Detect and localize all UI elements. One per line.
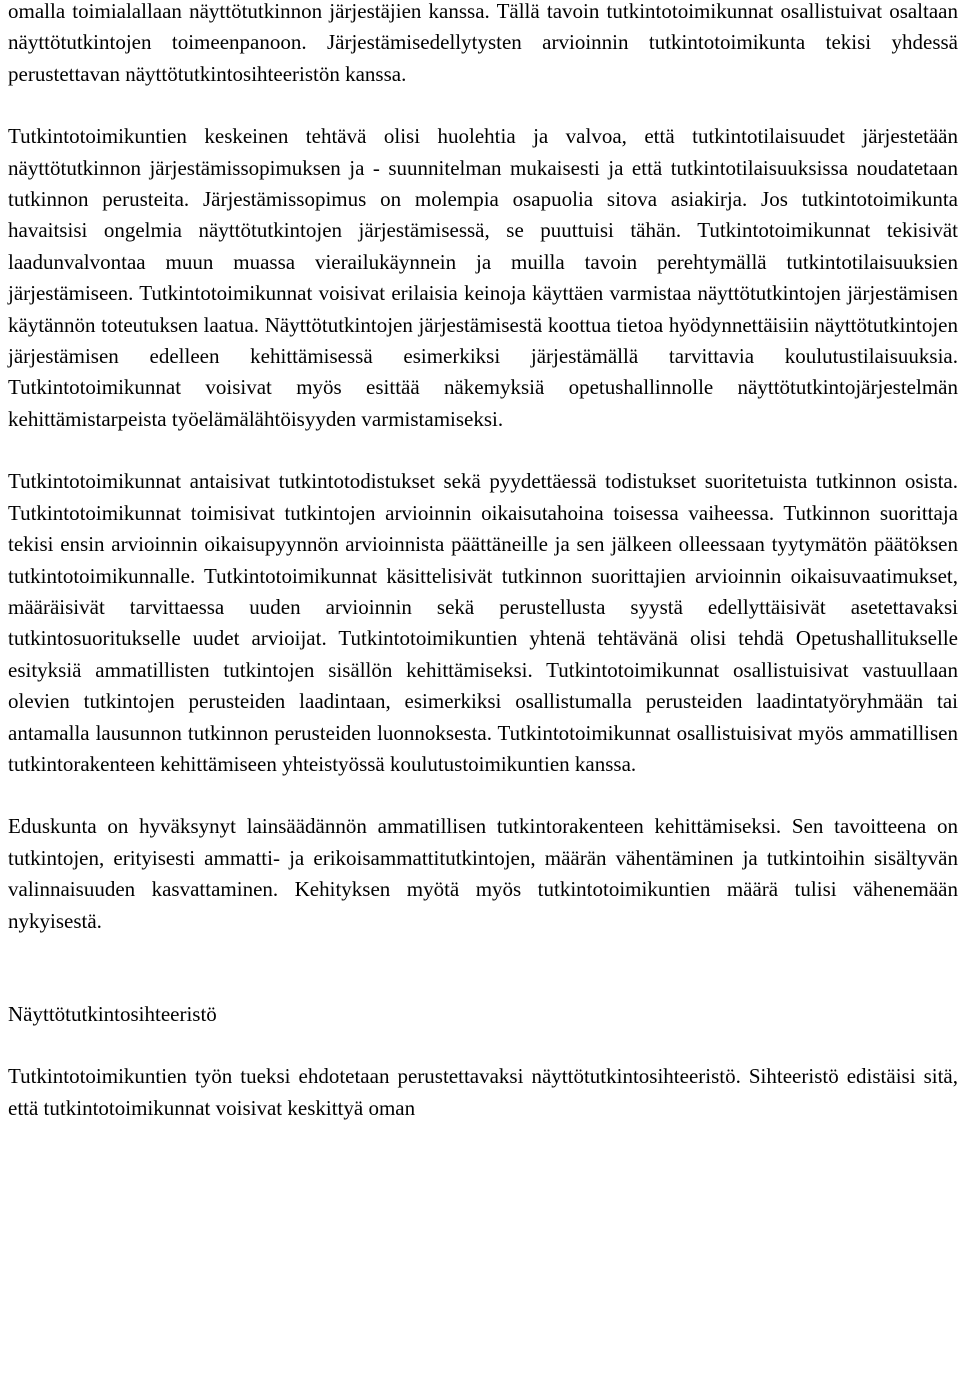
paragraph-committee-duties: Tutkintotoimikuntien keskeinen tehtävä olisi huolehtia ja valvoa, että tutkintotilaisuudet järjestetään näyttötutkinnon järjestämissopimuksen ja - suunnitelman mukaisesti ja että tutkintotilaisuuksissa noudatetaan tutkinnon perusteita. Järjestämissopimus on molempia osapuolia sitova asiakirja. Jos tutkintotoimikunta havaitsisi ongelmia näyttötutkintojen järjestämisessä, se puuttuisi tähän. Tutkintotoimikunnat tekisivät laadunvalvontaa muun muassa vierailukäynnein ja muilla tavoin perehtymällä tutkintotilaisuuksien järjestämiseen. Tutkintotoimikunnat voisivat erilaisia keinoja käyttäen varmistaa näyttötutkintojen järjestämisen käytännön toteutuksen laatua. Näyttötutkintojen järjestämisestä koottua tietoa hyödynnettäisiin näyttötutkintojen järjestämisen edelleen kehittämisessä esimerkiksi järjestämällä tarvittavia koulutustilaisuuksia. Tutkintotoimikunnat voisivat myös esittää näkemyksiä opetushallinnolle näyttötutkintojärjestelmän kehittämistarpeista työelämälähtöisyyden varmistamiseksi. xyxy=(8,124,958,431)
paragraph-spacer xyxy=(8,780,958,811)
paragraph-spacer xyxy=(8,90,958,121)
paragraph-intro: omalla toimialallaan näyttötutkinnon järjestäjien kanssa. Tällä tavoin tutkintotoimikunnat osallistuivat osaltaan näyttötutkintojen toimeenpanoon. Järjestämisedellytysten arvioinnin tutkintotoimikunta tekisi yhdessä perustettavan näyttötutkintosihteeristön kanssa. xyxy=(8,0,958,86)
paragraph-spacer xyxy=(8,1030,958,1061)
paragraph-legislation: Eduskunta on hyväksynyt lainsäädännön ammatillisen tutkintorakenteen kehittämiseksi. Sen tavoitteena on tutkintojen, erityisesti ammatti- ja erikoisammattitutkintojen, määrän vähentäminen ja tutkintoihin sisältyvän valinnaisuuden kasvattaminen. Kehityksen myötä myös tutkintotoimikuntien määrä tulisi vähenemään nykyisestä. xyxy=(8,814,958,933)
paragraph-secretariat: Tutkintotoimikuntien työn tueksi ehdotetaan perustettavaksi näyttötutkintosihteeristö. Sihteeristö edistäisi sitä, että tutkintotoimikunnat voisivat keskittyä oman xyxy=(8,1064,958,1120)
paragraph-certificates: Tutkintotoimikunnat antaisivat tutkintotodistukset sekä pyydettäessä todistukset suoritetuista tutkinnon osista. Tutkintotoimikunnat toimisivat tutkintojen arvioinnin oikaisutahoina toisessa vaiheessa. Tutkinnon suorittaja tekisi ensin arvioinnin oikaisupyynnön arvioinnista päättäneille ja sen jälkeen olleessaan tyytymätön päätöksen tutkintotoimikunnalle. Tutkintotoimikunnat käsittelisivät tutkinnon suorittajien arvioinnin oikaisuvaatimukset, määräisivät tarvittaessa uuden arvioinnin sekä perustellusta syystä edellyttäisivät asetettavaksi tutkintosuoritukselle uudet arvioijat. Tutkintotoimikuntien yhtenä tehtävänä olisi tehdä Opetushallitukselle esityksiä ammatillisten tutkintojen sisällön kehittämiseksi. Tutkintotoimikunnat osallistuisivat vastuullaan olevien tutkintojen perusteiden laadintaan, esimerkiksi osallistumalla perusteiden laadintatyöryhmään tai antamalla lausunnon tutkinnon perusteiden luonnoksesta. Tutkintotoimikunnat osallistuisivat myös ammatillisen tutkintorakenteen kehittämiseen yhteistyössä koulutustoimikuntien kanssa. xyxy=(8,469,958,776)
section-spacer xyxy=(8,937,958,999)
section-heading: Näyttötutkintosihteeristö xyxy=(8,1001,217,1026)
document-page xyxy=(8,0,958,1124)
paragraph-spacer xyxy=(8,435,958,466)
